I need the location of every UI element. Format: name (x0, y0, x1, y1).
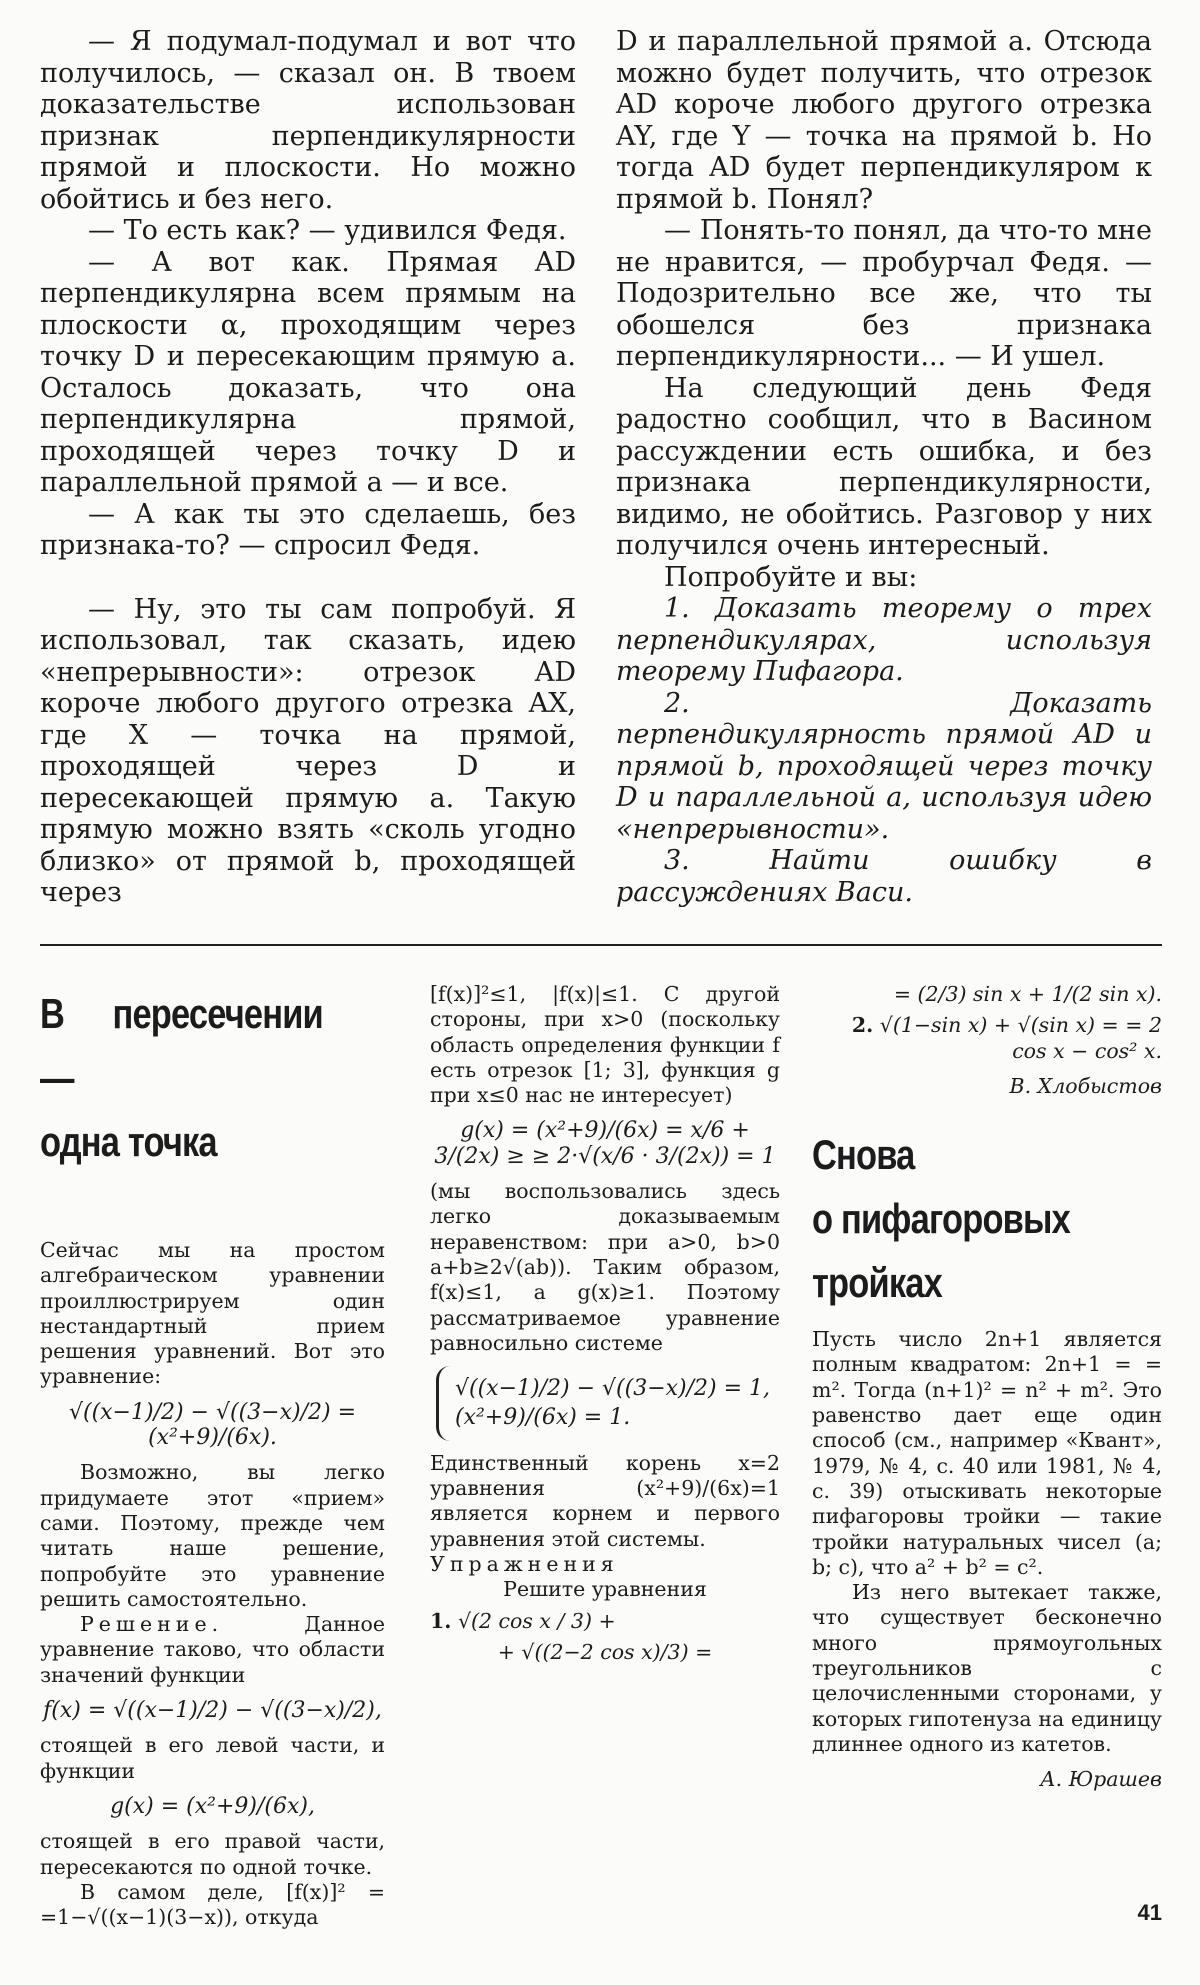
main-equation: √((x−1)/2) − √((3−x)/2) = (x²+9)/(6x). (68, 1399, 357, 1451)
paragraph: Пусть число 2n+1 является полным квадратом: 2n+1 = = m². Тогда (n+1)² = n² + m². Это равенство дает еще один способ (см., например «Квант», 1979, № 4, с. 40 или 1981, № 4, с. 39) отыскивать некоторые пифагоровы тройки — такие тройки натуральных чисел (a; b; c), что a² + b² = c². (812, 1327, 1162, 1579)
paragraph: стоящей в его правой части, пересекаются по одной точке. (40, 1829, 385, 1879)
paragraph: На следующий день Федя радостно сообщил, что в Васином рассуждении есть ошибка, и без признака перпендикулярности, видимо, не обойтись. Разговор у них получился очень интересный. (616, 372, 1152, 561)
article1-title: В пересечении — одна точка (40, 990, 323, 1165)
dialogue-left-column (40, 26, 576, 909)
exercise1-part-c: = (2/3) sin x + 1/(2 sin x). (893, 982, 1162, 1006)
paragraph: (мы воспользовались здесь легко доказываемым неравенством: при a>0, b>0 a+b≥2√(ab)). Таким образом, f(x)≤1, а g(x)≥1. Поэтому рассматриваемое уравнение равносильно системе (430, 1179, 780, 1355)
exercise-number: 1. (430, 1608, 452, 1633)
paragraph: Из него вытекает также, что существует бесконечно много прямоугольных треугольников с целочисленными сторонами, у которых гипотенуза на единицу длиннее одного из катетов. (812, 1580, 1162, 1756)
paragraph: — А как ты это сделаешь, без признака-то? — спросил Федя. (40, 498, 576, 561)
article1-signature: В. Хлобыстов (1009, 1073, 1162, 1098)
g-definition: g(x) = (x²+9)/(6x), (110, 1793, 315, 1819)
paragraph: — То есть как? — удивился Федя. (88, 215, 567, 246)
paragraph: В самом деле, [f(x)]² = =1−√((x−1)(3−x)), откуда (40, 1879, 385, 1930)
paragraph: стоящей в его левой части, и функции (40, 1733, 385, 1783)
paragraph: — Я подумал-подумал и вот что получилось, — сказал он. В твоем доказательстве использован признак перпендикулярности прямой и плоскости. Но можно обойтись и без него. (40, 26, 576, 215)
article2-column (812, 982, 1162, 1793)
article2-title: Снова о пифагоровых тройках (812, 1131, 1070, 1307)
exercise2: √(1−sin x) + √(sin x) = = 2 cos x − cos² x. (879, 1013, 1162, 1063)
exercises-subtitle: Решите уравнения (503, 1577, 707, 1602)
exercise1-part-b: + √((2−2 cos x)/3) = (497, 1639, 713, 1664)
paragraph: Попробуйте и вы: (664, 561, 918, 593)
task-item: 2. Доказать перпендикулярность прямой AD и прямой b, проходящей через точку D и параллельной a, используя идею «непрерывности». (616, 687, 1152, 845)
paragraph: Единственный корень x=2 уравнения (x²+9)/(6x)=1 является корнем и первого уравнения этой системы. (430, 1450, 780, 1551)
paragraph: [f(x)]²≤1, |f(x)|≤1. С другой стороны, при x>0 (поскольку область определения функции f есть отрезок [1; 3], функция g при x≤0 нас не интересует) (430, 982, 780, 1108)
paragraph: D и параллельной прямой a. Отсюда можно будет получить, что отрезок AD короче любого другого отрезка AY, где Y — точка на прямой b. Но тогда AD будет перпендикуляром к прямой b. Понял? (616, 26, 1152, 215)
paragraph: — Понять-то понял, да что-то мне не нравится, — пробурчал Федя. — Подозрительно все же, что ты обошелся без признака перпендикулярности... — И ушел. (616, 215, 1152, 372)
page-number: 41 (1137, 1900, 1162, 1925)
solution-label: Решение. (80, 1612, 224, 1637)
article1-column1: В пересечении — одна точка Сейчас мы на простом алгебраическом уравнении проиллюстрируем один нестандартный прием решения уравнений. Вот это уравнение: √((x−1)/2) − √((3−x)/2) = (x²+9)/(6x). Возможно, вы легко придумаете этот «прием» сами. Поэтому, прежде чем читать наше решение, попробуйте это уравнение решить самостоятельно. Решение. Данное уравнение таково, что области значений функции f(x) = √((x−1)/2) − √((3−x)/2), стоящей в его левой части, и функции g(x) = (x²+9)/(6x), стоящей в его правой части, пересекаются по одной точке. В самом деле, [f(x)]² = =1−√((x−1)(3−x)), откуда (40, 982, 385, 1930)
section-divider (40, 944, 1162, 946)
exercises-label: Упражнения (430, 1551, 619, 1576)
task-item: 3. Найти ошибку в рассуждениях Васи. (616, 845, 1152, 908)
paragraph: — Ну, это ты сам попробуй. Я использовал, так сказать, идею «непрерывности»: отрезок AD короче любого другого отрезка AX, где X — точка на прямой, проходящей через D и пересекающей прямую a. Такую прямую можно взять «сколь угодно близко» от прямой b, проходящей через (40, 593, 576, 908)
exercise1-part-a: √(2 cos x / 3) + (457, 1608, 616, 1633)
paragraph: Сейчас мы на простом алгебраическом уравнении проиллюстрируем один нестандартный прием решения уравнений. Вот это уравнение: (40, 1238, 385, 1389)
f-definition: f(x) = √((x−1)/2) − √((3−x)/2), (43, 1698, 382, 1724)
article2-signature: А. Юрашев (1040, 1767, 1162, 1792)
task-item: 1. Доказать теорему о трех перпендикулярах, используя теорему Пифагора. (616, 593, 1152, 687)
paragraph: — А вот как. Прямая AD перпендикулярна всем прямым на плоскости α, проходящим через точку D и пересекающим прямую a. Осталось доказать, что она перпендикулярна прямой, проходящей через точку D и параллельной прямой a — и все. (40, 246, 576, 498)
equation-system: √((x−1)/2) − √((3−x)/2) = 1, (x²+9)/(6x) = 1. (436, 1366, 780, 1441)
exercise-number: 2. (851, 1013, 874, 1038)
article1-column2 (430, 982, 780, 1665)
g-inequality: g(x) = (x²+9)/(6x) = x/6 + 3/(2x) ≥ ≥ 2·√(x/6 · 3/(2x)) = 1 (434, 1118, 776, 1169)
dialogue-right-column (616, 26, 1152, 908)
paragraph: Возможно, вы легко придумаете этот «прием» сами. Поэтому, прежде чем читать наше решение, попробуйте это уравнение решить самостоятельно. (40, 1460, 385, 1611)
